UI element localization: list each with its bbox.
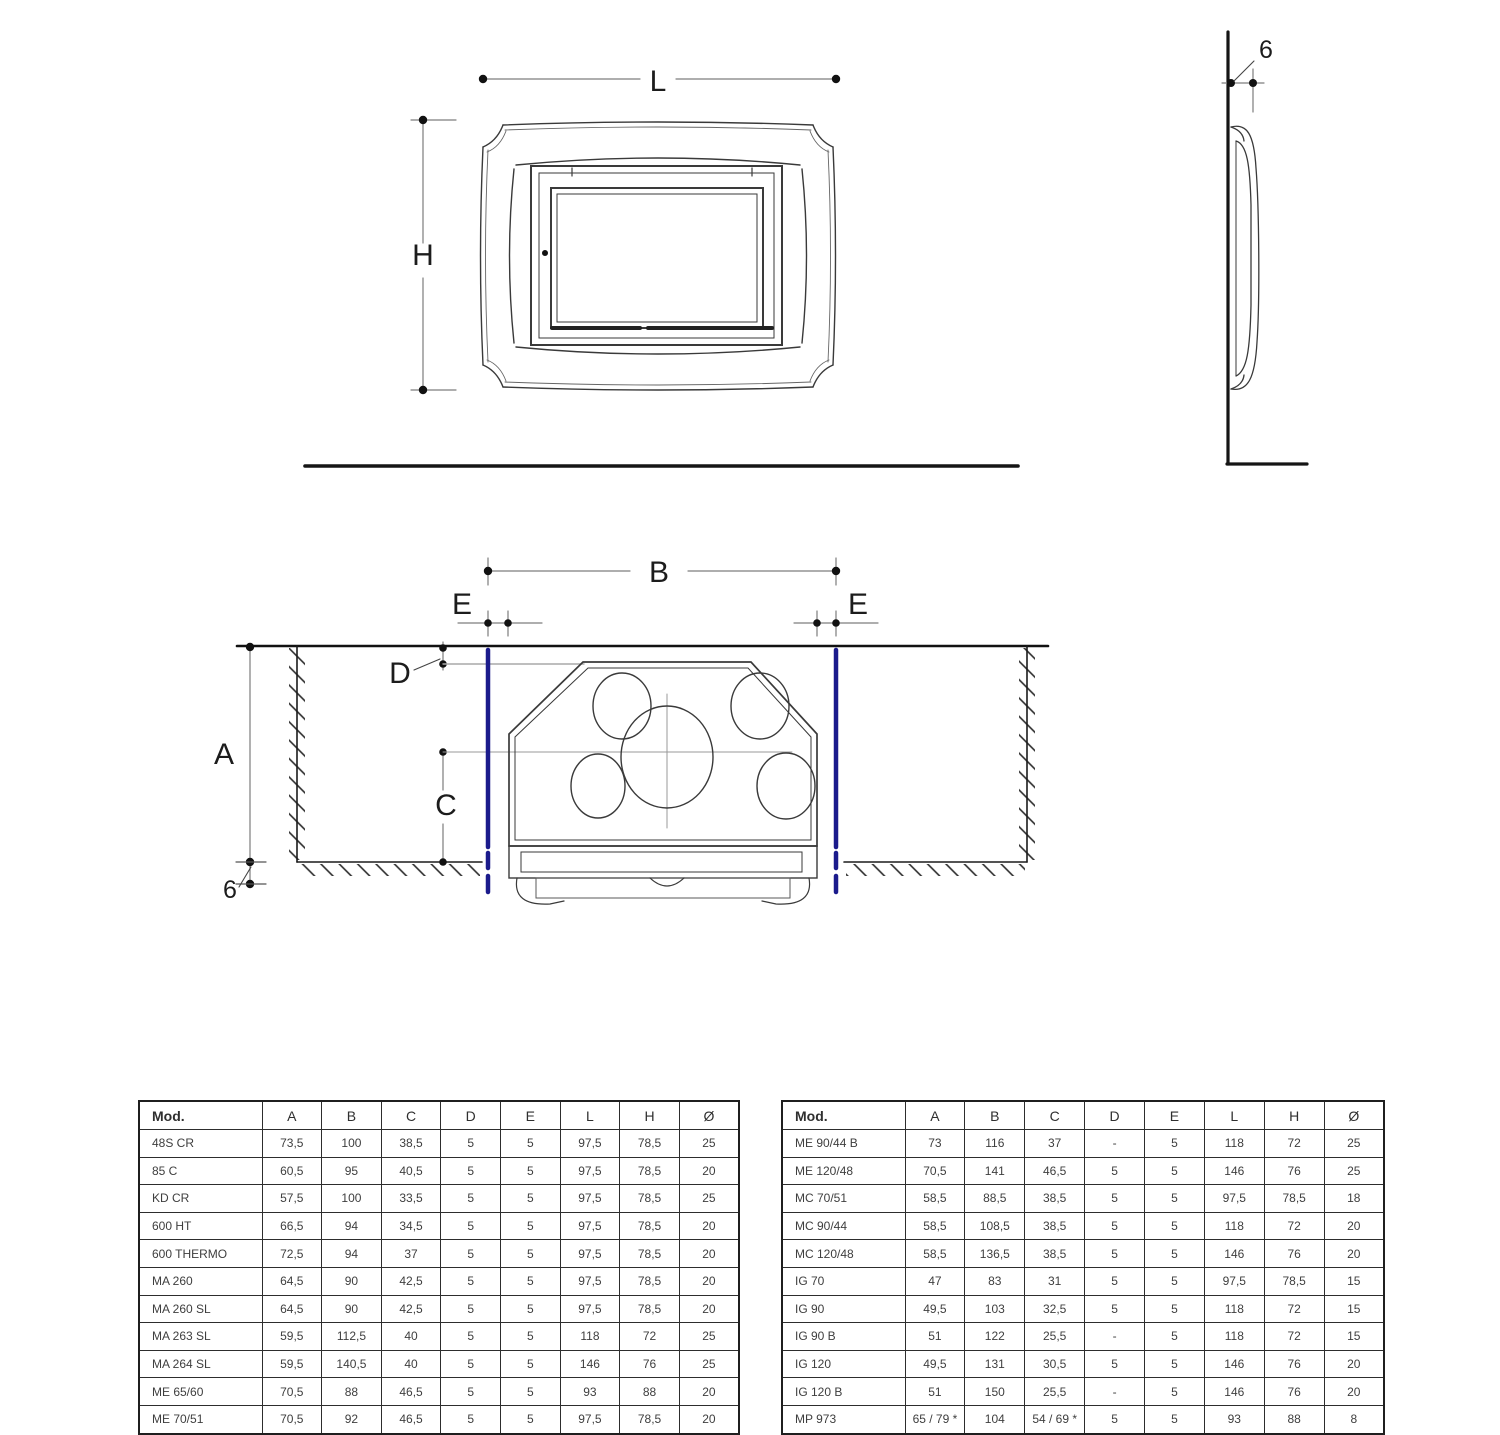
table-row [782,1295,1384,1323]
ash-drawer [521,852,802,872]
value-cell: 5 [501,1323,561,1351]
table-row [139,1295,739,1323]
value-cell: 5 [441,1295,501,1323]
model-column-header: Mod. [139,1101,262,1130]
value-cell: 78,5 [1264,1185,1324,1213]
value-cell: 38,5 [1025,1240,1085,1268]
table-row [782,1378,1384,1406]
model-cell: ME 120/48 [782,1157,905,1185]
value-cell: 25,5 [1025,1323,1085,1351]
value-cell: 90 [322,1267,382,1295]
value-cell: 78,5 [620,1267,680,1295]
value-cell: 76 [1264,1378,1324,1406]
value-cell: 5 [1085,1212,1145,1240]
value-cell: 78,5 [620,1405,680,1433]
model-cell: MA 264 SL [139,1350,262,1378]
value-cell: 5 [441,1405,501,1433]
column-header: L [1204,1101,1264,1130]
value-cell: 118 [1204,1130,1264,1158]
value-cell: 58,5 [905,1240,965,1268]
model-cell: IG 90 B [782,1323,905,1351]
model-cell: IG 120 [782,1350,905,1378]
value-cell: 150 [965,1378,1025,1406]
value-cell: 18 [1324,1185,1384,1213]
width-dimension-l [479,65,840,98]
stove-body [509,662,817,904]
value-cell: 5 [1085,1267,1145,1295]
value-cell: 73,5 [262,1130,322,1158]
value-cell: 76 [1264,1350,1324,1378]
header-row [139,1101,739,1130]
value-cell: 94 [322,1212,382,1240]
value-cell: 97,5 [560,1185,620,1213]
value-cell: 5 [1145,1212,1205,1240]
model-cell: MC 120/48 [782,1240,905,1268]
column-header: Ø [1324,1101,1384,1130]
value-cell: 118 [1204,1295,1264,1323]
value-cell: 100 [322,1130,382,1158]
value-cell: 30,5 [1025,1350,1085,1378]
value-cell: 108,5 [965,1212,1025,1240]
value-cell: 38,5 [1025,1185,1085,1213]
value-cell: 49,5 [905,1295,965,1323]
label-h: H [412,239,434,272]
value-cell: 40 [381,1323,441,1351]
column-header: E [501,1101,561,1130]
value-cell: 5 [1145,1405,1205,1433]
value-cell: 97,5 [560,1240,620,1268]
fire-door [531,166,782,345]
table-row [139,1130,739,1158]
stove-base [509,846,817,878]
value-cell: 5 [441,1212,501,1240]
left-wall [289,646,482,876]
value-cell: 64,5 [262,1295,322,1323]
value-cell: 70,5 [262,1378,322,1406]
value-cell: 97,5 [560,1267,620,1295]
column-header: E [1145,1101,1205,1130]
model-column-header: Mod. [782,1101,905,1130]
value-cell: 97,5 [560,1130,620,1158]
value-cell: 46,5 [1025,1157,1085,1185]
value-cell: - [1085,1378,1145,1406]
table-row [139,1267,739,1295]
value-cell: 88,5 [965,1185,1025,1213]
burner-hole [731,673,789,739]
value-cell: - [1085,1130,1145,1158]
value-cell: 5 [501,1240,561,1268]
column-header: B [322,1101,382,1130]
value-cell: 20 [1324,1378,1384,1406]
column-header: C [381,1101,441,1130]
value-cell: 64,5 [262,1267,322,1295]
value-cell: 51 [905,1323,965,1351]
dimension-c [435,748,457,866]
value-cell: 93 [1204,1405,1264,1433]
value-cell: 78,5 [620,1240,680,1268]
value-cell: 33,5 [381,1185,441,1213]
value-cell: 5 [1145,1240,1205,1268]
value-cell: 5 [1085,1295,1145,1323]
value-cell: 25 [679,1130,739,1158]
value-cell: 140,5 [322,1350,382,1378]
value-cell: 73 [905,1130,965,1158]
value-cell: 97,5 [560,1405,620,1433]
column-header: C [1025,1101,1085,1130]
value-cell: 78,5 [620,1157,680,1185]
value-cell: 5 [1145,1185,1205,1213]
model-cell: 85 C [139,1157,262,1185]
dimension-a [214,643,266,888]
value-cell: 66,5 [262,1212,322,1240]
value-cell: 20 [1324,1350,1384,1378]
model-cell: MC 90/44 [782,1212,905,1240]
value-cell: 88 [1264,1405,1324,1433]
dimension-b [484,556,840,589]
side-view-drawing [1222,32,1307,464]
value-cell: 59,5 [262,1323,322,1351]
height-dimension-h [411,116,456,394]
value-cell: 37 [1025,1130,1085,1158]
model-cell: 48S CR [139,1130,262,1158]
value-cell: 59,5 [262,1350,322,1378]
value-cell: 5 [501,1295,561,1323]
value-cell: 5 [501,1185,561,1213]
value-cell: 25,5 [1025,1378,1085,1406]
value-cell: 57,5 [262,1185,322,1213]
table-row [782,1405,1384,1433]
value-cell: 146 [1204,1378,1264,1406]
value-cell: 65 / 79 * [905,1405,965,1433]
value-cell: 25 [679,1185,739,1213]
label-l: L [649,65,667,98]
value-cell: 78,5 [620,1130,680,1158]
value-cell: 93 [560,1378,620,1406]
value-cell: 72 [1264,1212,1324,1240]
label-e-right: E [847,588,869,621]
front-view-drawing [305,65,1018,466]
value-cell: 72,5 [262,1240,322,1268]
burner-hole [757,753,815,819]
value-cell: 5 [1085,1157,1145,1185]
model-cell: IG 90 [782,1295,905,1323]
label-b: B [648,556,670,589]
value-cell: 5 [441,1267,501,1295]
table-row [139,1323,739,1351]
value-cell: 25 [1324,1157,1384,1185]
value-cell: 40 [381,1350,441,1378]
table-row [782,1350,1384,1378]
value-cell: 5 [501,1212,561,1240]
value-cell: 72 [1264,1323,1324,1351]
model-cell: MP 973 [782,1405,905,1433]
value-cell: 25 [679,1323,739,1351]
model-cell: ME 90/44 B [782,1130,905,1158]
value-cell: 58,5 [905,1212,965,1240]
value-cell: 97,5 [560,1157,620,1185]
value-cell: 5 [441,1157,501,1185]
table-row [782,1212,1384,1240]
value-cell: 76 [1264,1157,1324,1185]
table-row [782,1185,1384,1213]
value-cell: 136,5 [965,1240,1025,1268]
section-view-drawing [214,556,1048,904]
table-row [782,1323,1384,1351]
value-cell: 5 [501,1267,561,1295]
value-cell: 38,5 [1025,1212,1085,1240]
model-cell: KD CR [139,1185,262,1213]
value-cell: 60,5 [262,1157,322,1185]
value-cell: 32,5 [1025,1295,1085,1323]
value-cell: 5 [1145,1350,1205,1378]
value-cell: 49,5 [905,1350,965,1378]
value-cell: 5 [1145,1130,1205,1158]
label-d: D [389,657,411,690]
table-row [139,1212,739,1240]
value-cell: 25 [1324,1130,1384,1158]
value-cell: 37 [381,1240,441,1268]
value-cell: 78,5 [620,1185,680,1213]
value-cell: 20 [679,1267,739,1295]
value-cell: 78,5 [620,1295,680,1323]
column-header: L [560,1101,620,1130]
column-header: H [1264,1101,1324,1130]
value-cell: 5 [1145,1157,1205,1185]
value-cell: 47 [905,1267,965,1295]
value-cell: 97,5 [560,1212,620,1240]
stove-foot-center [650,878,684,886]
model-cell: MA 260 SL [139,1295,262,1323]
model-cell: ME 70/51 [139,1405,262,1433]
right-wall [844,646,1035,876]
value-cell: 78,5 [1264,1267,1324,1295]
table-row [139,1185,739,1213]
value-cell: 15 [1324,1295,1384,1323]
value-cell: 15 [1324,1267,1384,1295]
value-cell: 34,5 [381,1212,441,1240]
value-cell: 146 [1204,1350,1264,1378]
model-cell: ME 65/60 [139,1378,262,1406]
model-cell: MA 260 [139,1267,262,1295]
table-row [782,1130,1384,1158]
value-cell: 118 [1204,1212,1264,1240]
model-cell: 600 HT [139,1212,262,1240]
base-plinth [536,878,790,898]
value-cell: 46,5 [381,1405,441,1433]
burner-hole [593,673,651,739]
value-cell: 131 [965,1350,1025,1378]
value-cell: 5 [501,1405,561,1433]
column-header: H [620,1101,680,1130]
value-cell: 146 [560,1350,620,1378]
value-cell: 5 [1145,1267,1205,1295]
value-cell: 58,5 [905,1185,965,1213]
table-row [139,1405,739,1433]
value-cell: 25 [679,1350,739,1378]
value-cell: 5 [1085,1405,1145,1433]
model-cell: IG 70 [782,1267,905,1295]
stove-foot-left [516,878,564,904]
value-cell: 5 [441,1378,501,1406]
label-6-section: 6 [223,876,237,904]
value-cell: 5 [441,1240,501,1268]
model-cell: MA 263 SL [139,1323,262,1351]
header-row [782,1101,1384,1130]
value-cell: 141 [965,1157,1025,1185]
value-cell: 92 [322,1405,382,1433]
value-cell: 20 [679,1157,739,1185]
stove-foot-right [762,878,810,904]
value-cell: 76 [620,1350,680,1378]
value-cell: 20 [679,1295,739,1323]
value-cell: 97,5 [1204,1267,1264,1295]
value-cell: 70,5 [905,1157,965,1185]
dimensions-table-left [138,1100,740,1435]
column-header: Ø [679,1101,739,1130]
label-a: A [213,738,235,771]
model-cell: 600 THERMO [139,1240,262,1268]
value-cell: 5 [441,1350,501,1378]
value-cell: 5 [501,1378,561,1406]
value-cell: 5 [501,1350,561,1378]
column-header: D [1085,1101,1145,1130]
value-cell: 54 / 69 * [1025,1405,1085,1433]
value-cell: 5 [1145,1323,1205,1351]
value-cell: 42,5 [381,1267,441,1295]
value-cell: 100 [322,1185,382,1213]
dimension-e-left [452,588,542,636]
label-c: C [435,789,457,822]
value-cell: 76 [1264,1240,1324,1268]
value-cell: 72 [1264,1130,1324,1158]
value-cell: 70,5 [262,1405,322,1433]
value-cell: 72 [1264,1295,1324,1323]
burner-hole [571,754,625,818]
value-cell: 20 [679,1212,739,1240]
value-cell: - [1085,1323,1145,1351]
value-cell: 5 [441,1323,501,1351]
value-cell: 15 [1324,1323,1384,1351]
column-header: D [441,1101,501,1130]
value-cell: 97,5 [1204,1185,1264,1213]
dimension-e-right [794,588,878,636]
value-cell: 42,5 [381,1295,441,1323]
column-header: A [262,1101,322,1130]
value-cell: 116 [965,1130,1025,1158]
label-6-side: 6 [1259,36,1273,64]
value-cell: 20 [679,1378,739,1406]
model-cell: MC 70/51 [782,1185,905,1213]
frame-profile [1231,126,1259,389]
value-cell: 122 [965,1323,1025,1351]
value-cell: 112,5 [322,1323,382,1351]
table-row [139,1350,739,1378]
value-cell: 31 [1025,1267,1085,1295]
value-cell: 5 [1145,1295,1205,1323]
value-cell: 78,5 [620,1212,680,1240]
value-cell: 5 [441,1130,501,1158]
value-cell: 20 [679,1405,739,1433]
table-row [782,1240,1384,1268]
table-row [139,1157,739,1185]
label-e-left: E [451,588,473,621]
value-cell: 5 [1085,1240,1145,1268]
value-cell: 20 [1324,1212,1384,1240]
depth-dimension-6 [1222,36,1273,112]
value-cell: 90 [322,1295,382,1323]
value-cell: 8 [1324,1405,1384,1433]
value-cell: 83 [965,1267,1025,1295]
value-cell: 97,5 [560,1295,620,1323]
value-cell: 5 [501,1130,561,1158]
value-cell: 118 [560,1323,620,1351]
value-cell: 5 [501,1157,561,1185]
dimensions-table-right [781,1100,1385,1435]
value-cell: 103 [965,1295,1025,1323]
value-cell: 20 [1324,1240,1384,1268]
value-cell: 72 [620,1323,680,1351]
table-row [782,1157,1384,1185]
value-cell: 95 [322,1157,382,1185]
value-cell: 146 [1204,1240,1264,1268]
value-cell: 38,5 [381,1130,441,1158]
table-row [782,1267,1384,1295]
value-cell: 5 [441,1185,501,1213]
value-cell: 118 [1204,1323,1264,1351]
value-cell: 5 [1145,1378,1205,1406]
value-cell: 5 [1085,1350,1145,1378]
value-cell: 20 [679,1240,739,1268]
value-cell: 146 [1204,1157,1264,1185]
table-row [139,1378,739,1406]
value-cell: 5 [1085,1185,1145,1213]
value-cell: 88 [322,1378,382,1406]
value-cell: 46,5 [381,1378,441,1406]
door-handle-dot [542,250,548,256]
column-header: A [905,1101,965,1130]
value-cell: 40,5 [381,1157,441,1185]
value-cell: 104 [965,1405,1025,1433]
value-cell: 88 [620,1378,680,1406]
table-row [139,1240,739,1268]
model-cell: IG 120 B [782,1378,905,1406]
value-cell: 94 [322,1240,382,1268]
column-header: B [965,1101,1025,1130]
value-cell: 51 [905,1378,965,1406]
